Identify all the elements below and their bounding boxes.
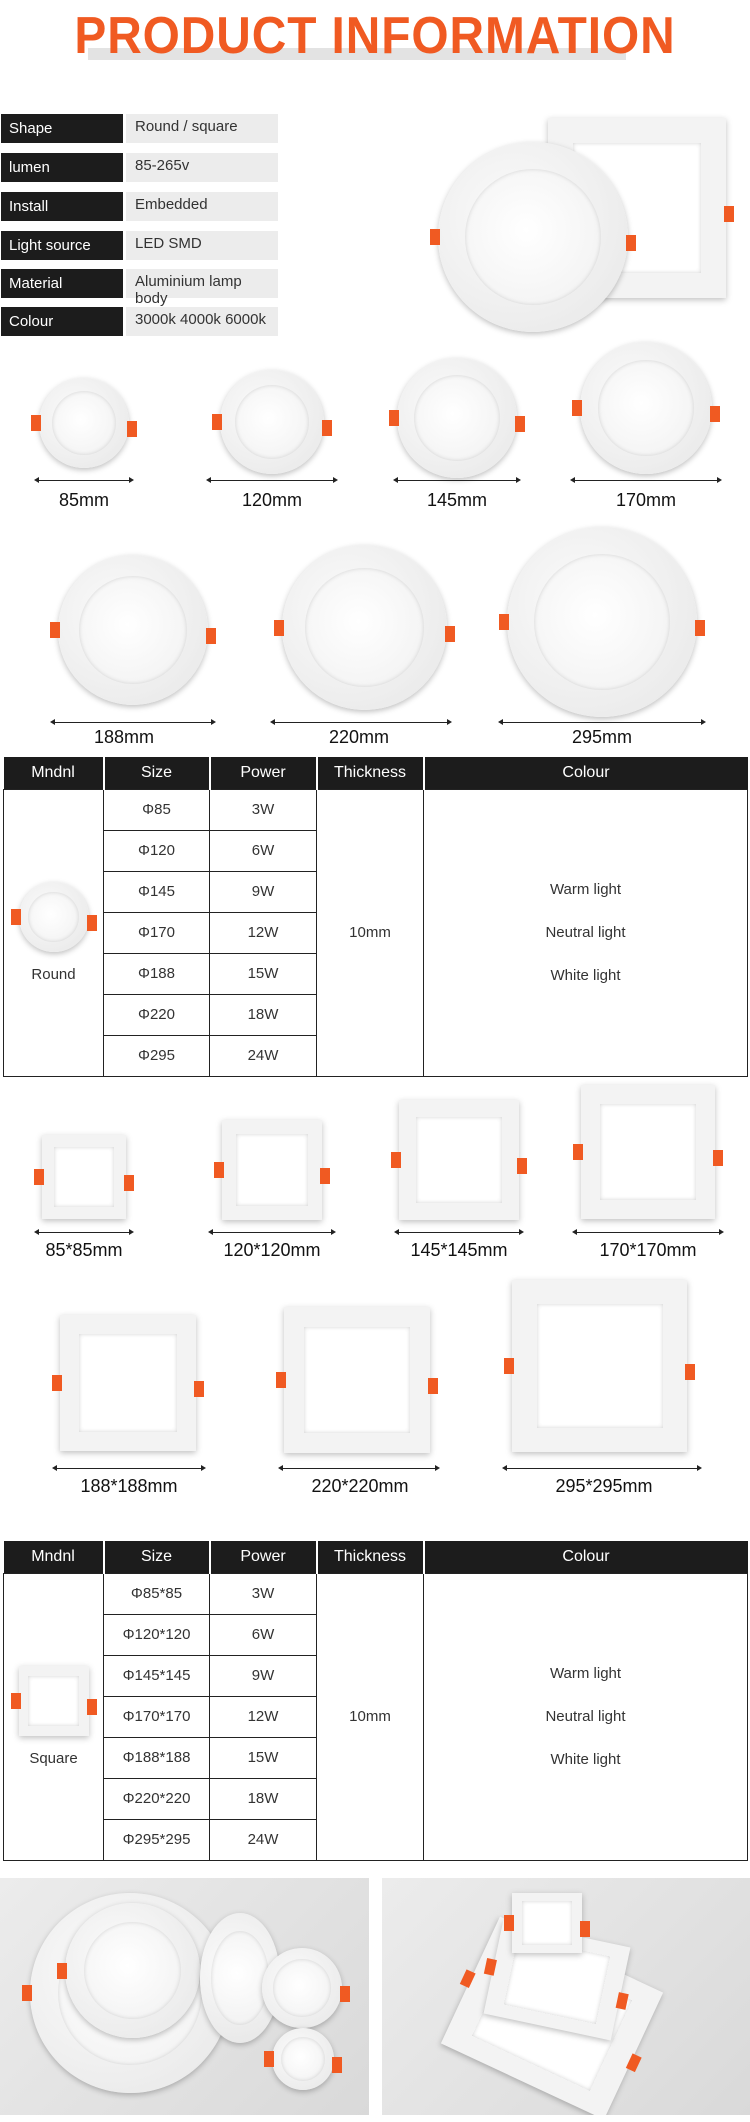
spec-value: Embedded [126, 192, 278, 221]
spec-label: Material [1, 269, 123, 298]
lamp-image [512, 1280, 687, 1452]
model-cell [4, 789, 104, 1076]
mounting-clip-icon [710, 406, 720, 422]
mounting-clip-icon [214, 1162, 224, 1178]
mounting-clip-icon [124, 1175, 134, 1191]
spec-value: Aluminium lamp body [126, 269, 278, 298]
thickness-cell: 10mm [317, 1573, 424, 1860]
dimension-arrow-icon [396, 1232, 522, 1233]
mounting-clip-icon [389, 410, 399, 426]
size-cell: Φ85 [104, 789, 210, 830]
mounting-clip-icon [87, 915, 97, 931]
power-cell: 3W [210, 789, 317, 830]
lamp-image [397, 358, 517, 478]
header-model: Mndnl [4, 1541, 104, 1573]
size-label: 170mm [615, 490, 677, 510]
mounting-clip-icon [515, 416, 525, 432]
spec-value: LED SMD [126, 231, 278, 260]
lamp-image [220, 370, 324, 474]
mounting-clip-icon [11, 1693, 21, 1709]
lamp-image [262, 1948, 342, 2028]
mounting-clip-icon [484, 1957, 497, 1975]
mounting-clip-icon [391, 1152, 401, 1168]
lamp-image [580, 342, 712, 474]
dimension-arrow-icon [36, 1232, 132, 1233]
lamp-image [60, 1315, 196, 1451]
dimension-arrow-icon [395, 480, 519, 481]
spec-value: 3000k 4000k 6000k [126, 307, 278, 336]
spec-value: 85-265v [126, 153, 278, 182]
spec-label: Install [1, 192, 123, 221]
power-cell: 24W [210, 1035, 317, 1076]
power-cell: 15W [210, 953, 317, 994]
size-cell: Φ295*295 [104, 1819, 210, 1860]
dimension-arrow-icon [572, 480, 720, 481]
spec-label: Light source [1, 231, 123, 260]
mounting-clip-icon [31, 415, 41, 431]
size-label: 220*220mm [311, 1476, 409, 1496]
dimension-arrow-icon [272, 722, 450, 723]
header-model: Mndnl [4, 757, 104, 789]
mounting-clip-icon [87, 1699, 97, 1715]
size-cell: Φ188 [104, 953, 210, 994]
size-label: 295*295mm [555, 1476, 653, 1496]
spec-label: Shape [1, 114, 123, 143]
mounting-clip-icon [206, 628, 216, 644]
size-cell: Φ220 [104, 994, 210, 1035]
size-label: 85*85mm [45, 1240, 123, 1260]
lamp-image [284, 1307, 430, 1453]
spec-label: lumen [1, 153, 123, 182]
colour-cell [424, 1573, 748, 1860]
size-label: 220mm [328, 727, 390, 747]
round-lamps-photo [0, 1878, 369, 2115]
mounting-clip-icon [504, 1915, 514, 1931]
size-cell: Φ120 [104, 830, 210, 871]
mounting-clip-icon [274, 620, 284, 636]
header-colour: Colour [424, 757, 748, 789]
lamp-image [512, 1893, 582, 1953]
mounting-clip-icon [276, 1372, 286, 1388]
mounting-clip-icon [127, 421, 137, 437]
size-label: 120*120mm [223, 1240, 321, 1260]
mounting-clip-icon [34, 1169, 44, 1185]
mounting-clip-icon [685, 1364, 695, 1380]
mounting-clip-icon [445, 626, 455, 642]
lamp-image [39, 378, 129, 468]
size-label: 120mm [241, 490, 303, 510]
size-label: 145mm [426, 490, 488, 510]
size-label: 170*170mm [599, 1240, 697, 1260]
power-cell: 18W [210, 994, 317, 1035]
thickness-cell: 10mm [317, 789, 424, 1076]
mounting-clip-icon [22, 1985, 32, 2001]
model-label: Round [31, 966, 76, 983]
header-size: Size [104, 757, 210, 789]
header-size: Size [104, 1541, 210, 1573]
header-colour: Colour [424, 1541, 748, 1573]
mounting-clip-icon [580, 1921, 590, 1937]
power-cell: 9W [210, 1655, 317, 1696]
mounting-clip-icon [572, 400, 582, 416]
header-power: Power [210, 757, 317, 789]
mounting-clip-icon [573, 1144, 583, 1160]
size-label: 145*145mm [410, 1240, 508, 1260]
round-spec-table [3, 757, 748, 1077]
power-cell: 18W [210, 1778, 317, 1819]
size-cell: Φ295 [104, 1035, 210, 1076]
header-thickness: Thickness [317, 1541, 424, 1573]
mounting-clip-icon [212, 414, 222, 430]
mounting-clip-icon [695, 620, 705, 636]
size-label: 188*188mm [80, 1476, 178, 1496]
power-cell: 15W [210, 1737, 317, 1778]
mounting-clip-icon [52, 1375, 62, 1391]
mounting-clip-icon [340, 1986, 350, 2002]
dimension-arrow-icon [52, 722, 214, 723]
lamp-image [282, 545, 447, 710]
colour-cell [424, 789, 748, 1076]
power-cell: 12W [210, 912, 317, 953]
mounting-clip-icon [57, 1963, 67, 1979]
lamp-image [222, 1120, 322, 1220]
mounting-clip-icon [626, 2053, 642, 2072]
power-cell: 6W [210, 830, 317, 871]
mounting-clip-icon [504, 1358, 514, 1374]
mounting-clip-icon [320, 1168, 330, 1184]
dimension-arrow-icon [500, 722, 704, 723]
power-cell: 3W [210, 1573, 317, 1614]
dimension-arrow-icon [36, 480, 132, 481]
square-spec-table [3, 1541, 748, 1861]
size-label: 188mm [93, 727, 155, 747]
dimension-arrow-icon [208, 480, 336, 481]
size-cell: Φ188*188 [104, 1737, 210, 1778]
dimension-arrow-icon [54, 1468, 204, 1469]
lamp-image [272, 2028, 334, 2090]
mounting-clip-icon [322, 420, 332, 436]
power-cell: 9W [210, 871, 317, 912]
size-cell: Φ145 [104, 871, 210, 912]
mounting-clip-icon [517, 1158, 527, 1174]
mounting-clip-icon [724, 206, 734, 222]
dimension-arrow-icon [280, 1468, 438, 1469]
spec-label: Colour [1, 307, 123, 336]
lamp-image [507, 527, 697, 717]
dimension-arrow-icon [210, 1232, 334, 1233]
lamp-image [65, 1903, 200, 2038]
mounting-clip-icon [430, 229, 440, 245]
lamp-image [438, 142, 628, 332]
power-cell: 24W [210, 1819, 317, 1860]
square-lamps-photo [382, 1878, 750, 2115]
header-thickness: Thickness [317, 757, 424, 789]
dimension-arrow-icon [574, 1232, 722, 1233]
mounting-clip-icon [713, 1150, 723, 1166]
page-title: PRODUCT INFORMATION [74, 7, 676, 65]
size-cell: Φ120*120 [104, 1614, 210, 1655]
colour-option: Warm light [549, 1665, 622, 1682]
lamp-image [581, 1085, 715, 1219]
lamp-image [19, 882, 89, 952]
colour-option: Warm light [549, 881, 622, 898]
model-label: Square [29, 1750, 78, 1767]
mounting-clip-icon [11, 909, 21, 925]
colour-option: Neutral light [545, 924, 626, 941]
header-power: Power [210, 1541, 317, 1573]
lamp-image [58, 555, 208, 705]
spec-value: Round / square [126, 114, 278, 143]
size-label: 295mm [571, 727, 633, 747]
mounting-clip-icon [332, 2057, 342, 2073]
mounting-clip-icon [460, 1969, 476, 1988]
size-cell: Φ170 [104, 912, 210, 953]
size-cell: Φ85*85 [104, 1573, 210, 1614]
colour-option: White light [550, 967, 621, 984]
size-label: 85mm [58, 490, 109, 510]
size-cell: Φ145*145 [104, 1655, 210, 1696]
size-cell: Φ170*170 [104, 1696, 210, 1737]
colour-option: White light [550, 1751, 621, 1768]
power-cell: 6W [210, 1614, 317, 1655]
mounting-clip-icon [50, 622, 60, 638]
dimension-arrow-icon [504, 1468, 700, 1469]
model-cell [4, 1573, 104, 1860]
mounting-clip-icon [194, 1381, 204, 1397]
colour-option: Neutral light [545, 1708, 626, 1725]
mounting-clip-icon [626, 235, 636, 251]
lamp-image [42, 1135, 126, 1219]
mounting-clip-icon [264, 2051, 274, 2067]
mounting-clip-icon [428, 1378, 438, 1394]
lamp-image [399, 1100, 519, 1220]
lamp-image [19, 1666, 89, 1736]
size-cell: Φ220*220 [104, 1778, 210, 1819]
power-cell: 12W [210, 1696, 317, 1737]
mounting-clip-icon [499, 614, 509, 630]
